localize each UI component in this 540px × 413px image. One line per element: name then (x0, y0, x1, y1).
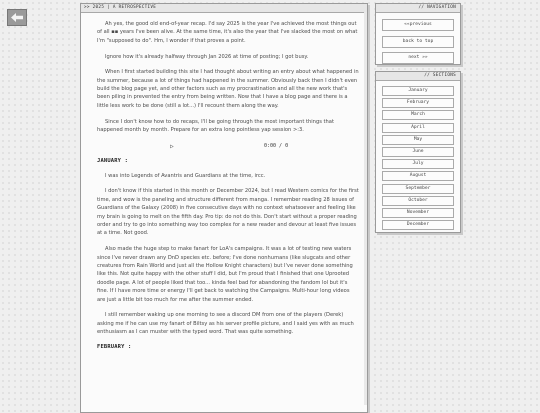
section-link-may[interactable]: May (382, 135, 454, 145)
january-paragraph: I still remember waking up one morning to see a discord DM from one of the players (Derek) asking me if he can use my fanart of Biltsy as his server profile picture, and I said yes with as much enthusiasm as I can muster with the typed word. That was quite something. (97, 312, 354, 336)
back-button[interactable] (7, 9, 27, 26)
section-link-july[interactable]: July (382, 159, 454, 169)
section-link-december[interactable]: December (382, 220, 454, 230)
intro-paragraph: Ignore how it's already halfway through Jan 2026 at time of posting; I got busy. (105, 53, 309, 60)
audio-player (97, 142, 359, 154)
january-paragraph: I don't know if this started in this month or December 2024, but I read Western comics for the first time, and wow is the paneling and structure different from manga. I remember reading 28 issues of Guardians of the Galaxy (2008) in five consecutive days with no context whatsoever and feeling like my brain is going to melt on the fifth day. Pro tip: do not do this. Don't start without a proper reading order and try to go into something way too complex for a new reader and devour at least five issues at a time. Not good. (97, 188, 359, 237)
section-link-june[interactable]: June (382, 147, 454, 157)
intro-paragraph: Since I don't know how to do recaps, I'll be going through the most important things that happened month by month. Prepare for an extra long pointless yap session >:3. (97, 118, 334, 133)
section-link-november[interactable]: November (382, 208, 454, 218)
sections-title: // SECTIONS (376, 72, 460, 81)
intro-paragraph: Ah yes, the good old end-of-year recap. I'd say 2025 is the year I've achieved the most things out of all ▪▪ years I've been alive. At the same time, it's also the year that I've slacked the most on what I'm "supposed to do". Hm, I wonder if that proves a point. (97, 21, 358, 44)
section-link-january[interactable]: January (382, 86, 454, 96)
post-content (81, 13, 367, 350)
intro-paragraph: When I first started building this site I had thought about writing an entry about what happened in the summer, because a lot of things had happened in the summer. Obviously back then I didn't even build the blog page yet, and other factors such as my procrastination and all the new work that's been piling in prevented the entry from being written. Now that I have a blog page and there is a little less work to be done (still a lot...) I'll recount them along the way. (97, 69, 359, 109)
section-heading-february: FEBRUARY : (97, 343, 132, 350)
section-link-september[interactable]: September (382, 184, 454, 194)
previous-button[interactable]: ««previous (382, 19, 454, 31)
audio-time: 0:00 / 0 (264, 142, 289, 149)
blog-post-panel (80, 3, 368, 413)
arrow-left-icon (10, 8, 24, 27)
section-link-october[interactable]: October (382, 196, 454, 206)
play-icon[interactable]: ▷ (170, 142, 174, 150)
january-paragraph: I was into Legends of Avantris and Guardians at the time, ircc. (105, 172, 266, 179)
post-title-bar: >> 2025 | A RETROSPECTIVE (81, 4, 367, 13)
navigation-panel (375, 3, 461, 65)
sections-panel (375, 71, 461, 233)
section-link-august[interactable]: August (382, 171, 454, 181)
section-link-april[interactable]: April (382, 123, 454, 133)
section-heading-january: JANUARY : (97, 157, 129, 164)
january-paragraph: Also made the huge step to make fanart for LoA's campaigns. It was a lot of testing new waters since I've never drawn any DnD species etc. before; I've done nonhumans (like slugcats and other creatures from Rain World and just all the Hollow Knight characters) but I've never done something like this. Not quite happy with the other stuff I did, but I'm proud that I finished that one Uprooted doodle page. A lot of people liked that too... kinda feel bad for abandoning the fandom lol but it's fine. If I have more time or energy I'll get back to watching the Campaigns. Multi-hour long videos are just a little bit too much for me after the summer ended. (97, 246, 353, 303)
section-link-march[interactable]: March (382, 110, 454, 120)
navigation-title: // NAVIGATION (376, 4, 460, 13)
back-to-top-button[interactable]: back to top (382, 36, 454, 48)
scrollbar[interactable] (364, 12, 367, 405)
section-link-february[interactable]: February (382, 98, 454, 108)
next-button[interactable]: next »» (382, 52, 454, 64)
